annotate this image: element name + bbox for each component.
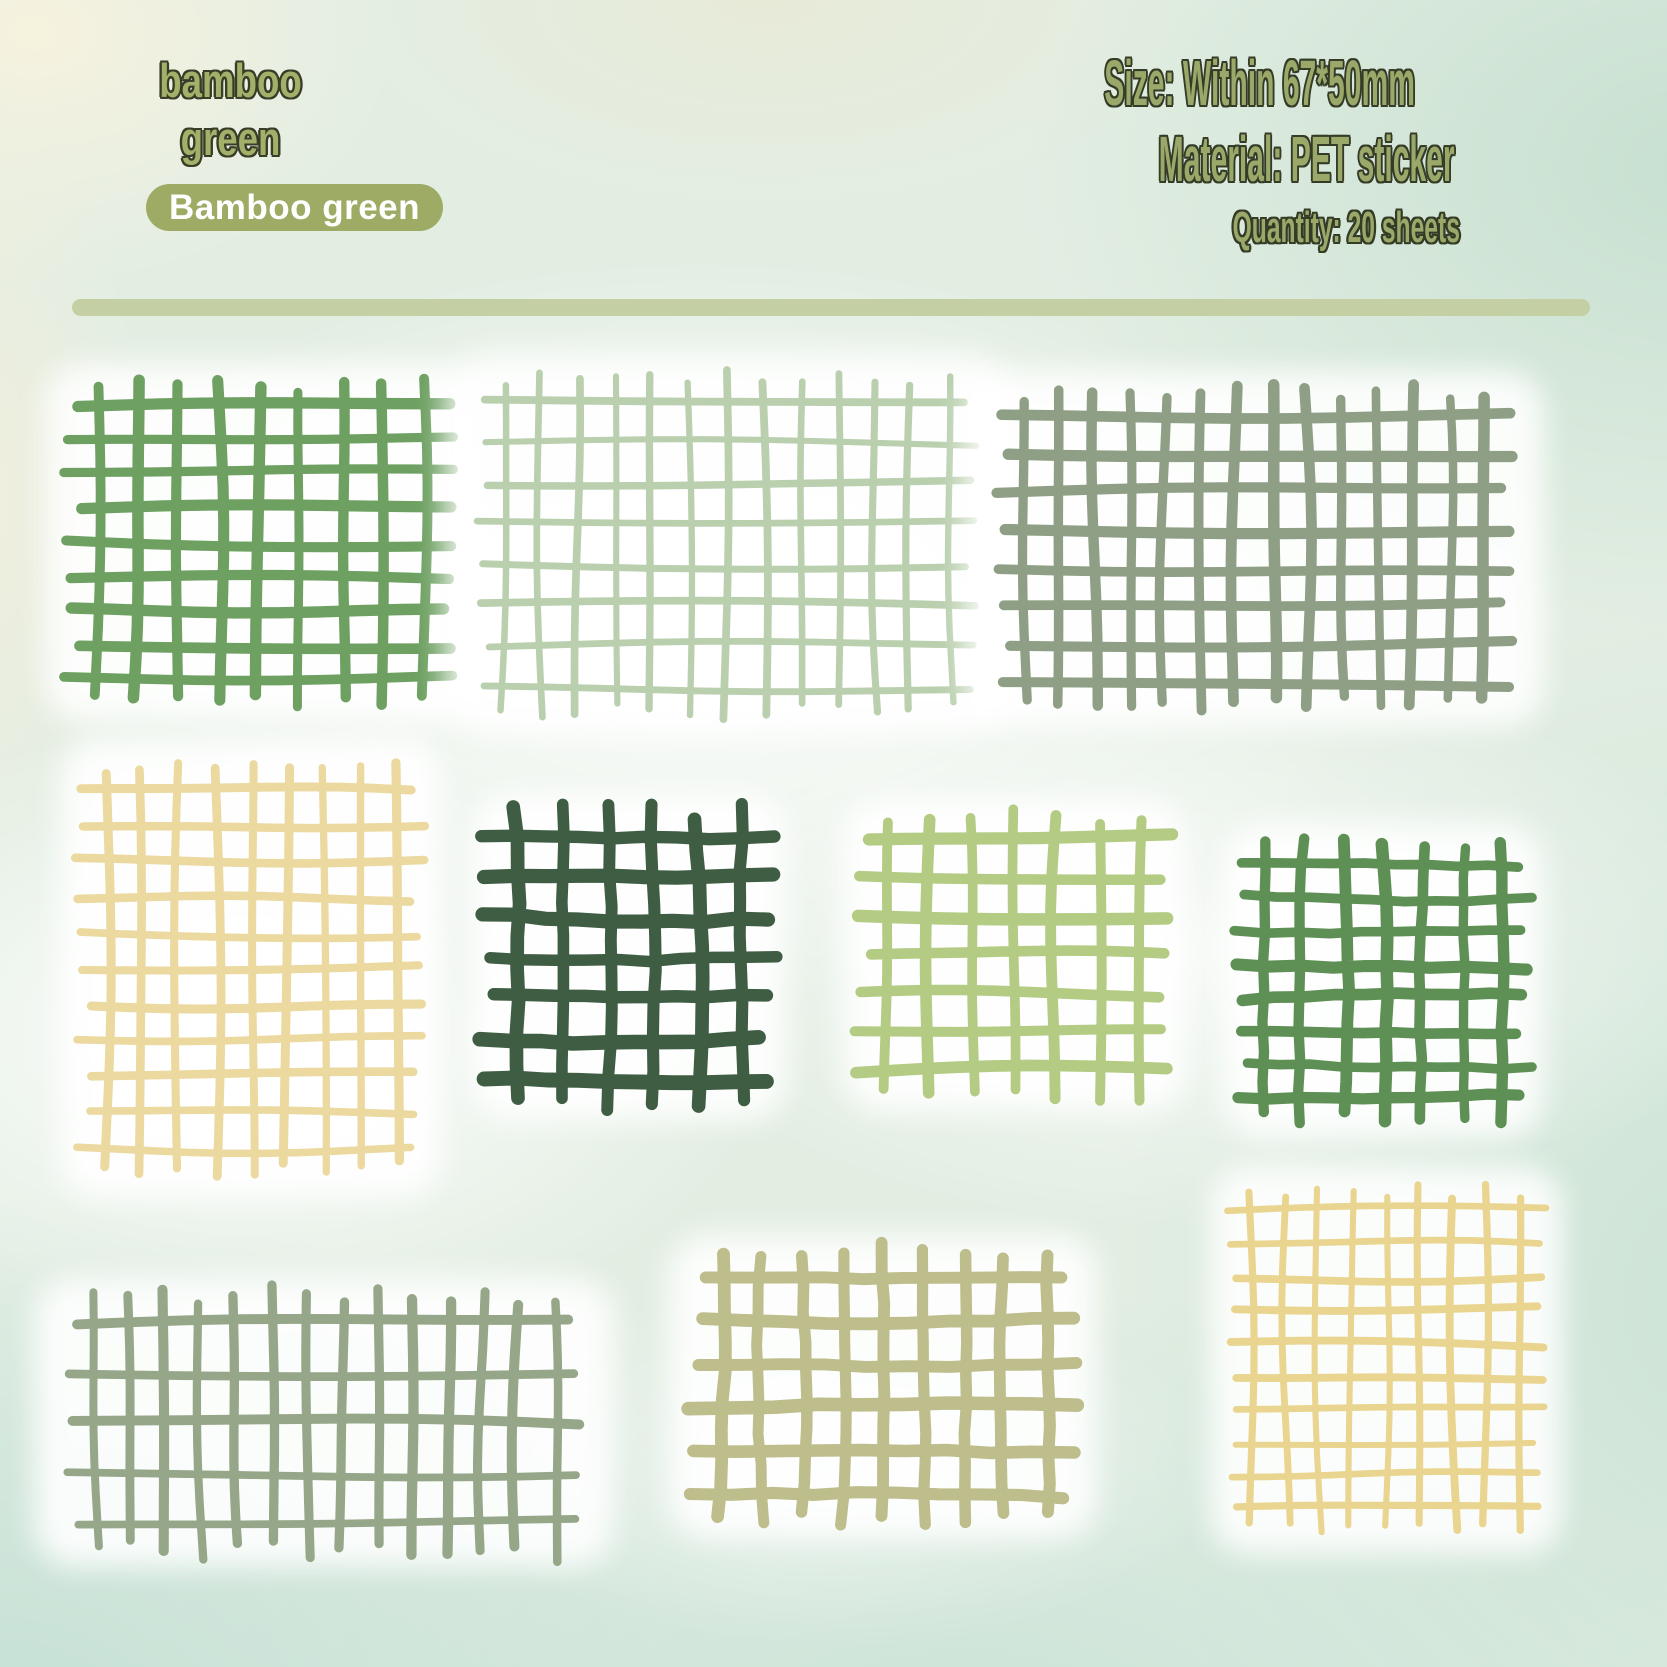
grid-line	[906, 385, 910, 709]
grid-line	[1002, 413, 1511, 418]
grid-line	[1298, 839, 1304, 1124]
grid-line	[1003, 682, 1509, 687]
grid-line	[1051, 816, 1056, 1099]
grid-line	[297, 392, 299, 707]
sticker-grid-pale-yellow	[88, 772, 413, 1164]
grid-line	[1382, 844, 1388, 1121]
grid-line	[1483, 1185, 1489, 1524]
grid-line	[1341, 399, 1345, 696]
grid-line	[197, 1304, 203, 1560]
grid-line	[1199, 393, 1202, 710]
grid-line	[422, 379, 428, 696]
grid-line	[1058, 390, 1059, 704]
grid-line	[1344, 840, 1349, 1112]
spec-material: Material: PET sticker	[1159, 123, 1455, 195]
grid-line	[1023, 402, 1028, 701]
grid-line	[513, 807, 519, 1098]
grid-line	[884, 822, 888, 1089]
grid-line	[1231, 386, 1237, 701]
grid-line	[948, 377, 954, 703]
grid-line	[1159, 398, 1167, 703]
grid-drawing	[437, 333, 1015, 755]
grid-line	[1046, 1256, 1050, 1513]
grid-line	[73, 1419, 580, 1425]
grid-line	[1450, 1199, 1458, 1530]
grid-line	[218, 381, 224, 700]
grid-line	[1130, 393, 1132, 706]
grid-line	[1482, 397, 1485, 698]
grid-line	[997, 487, 1502, 493]
grid-drawing	[652, 1208, 1114, 1566]
grid-line	[360, 766, 361, 1166]
sticker-grid-textured-green	[1247, 848, 1519, 1114]
grid-drawing	[38, 722, 463, 1214]
grid-line	[1238, 1094, 1519, 1099]
sticker-grid-grey-sage	[1008, 398, 1500, 700]
grid-line	[1249, 1192, 1254, 1523]
grid-drawing	[1197, 798, 1569, 1164]
grid-line	[757, 1256, 764, 1522]
grid-line	[1262, 841, 1265, 1112]
divider-line	[72, 299, 1590, 316]
sticker-grid-wide-sage	[78, 1300, 570, 1545]
grid-line	[484, 875, 773, 878]
grid-line	[802, 1256, 807, 1512]
grid-line	[855, 1029, 1161, 1032]
grid-line	[255, 387, 261, 695]
grid-line	[1234, 930, 1520, 934]
grid-line	[964, 1255, 967, 1523]
grid-line	[494, 994, 767, 997]
grid-line	[1519, 1198, 1521, 1530]
grid-line	[926, 820, 930, 1093]
grid-line	[252, 764, 255, 1175]
grid-line	[69, 1374, 574, 1377]
sticker-grid-olive-khaki	[702, 1258, 1064, 1516]
grid-line	[95, 387, 101, 695]
grid-line	[77, 1319, 568, 1325]
grid-line	[1013, 809, 1016, 1089]
grid-line	[1241, 1031, 1516, 1034]
grid-line	[1385, 1197, 1390, 1526]
grid-line	[998, 569, 1509, 572]
grid-drawing	[28, 1250, 620, 1595]
grid-line	[1008, 454, 1512, 456]
spec-quantity: Quantity: 20 sheets	[1232, 203, 1460, 252]
grid-line	[651, 805, 656, 1104]
grid-line	[133, 380, 139, 698]
grid-line	[78, 1519, 575, 1525]
grid-line	[448, 1302, 452, 1554]
grid-line	[339, 1302, 345, 1548]
grid-line	[688, 383, 692, 715]
grid-line	[1448, 399, 1453, 699]
grid-line	[537, 373, 543, 717]
grid-line	[490, 957, 777, 962]
sticker-grid-light-yellow	[1237, 1196, 1535, 1524]
grid-line	[555, 1302, 558, 1562]
grid-line	[67, 1472, 576, 1477]
grid-line	[1005, 530, 1509, 534]
grid-line	[1004, 602, 1501, 606]
grid-line	[971, 818, 975, 1092]
grid-line	[381, 384, 384, 705]
grid-line	[1376, 391, 1381, 706]
grid-line	[562, 804, 564, 1098]
grid-line	[872, 382, 878, 712]
grid-drawing	[445, 768, 813, 1146]
grid-line	[695, 819, 703, 1106]
sticker-grid-medium-green	[78, 390, 440, 695]
grid-line	[1139, 820, 1142, 1100]
grid-line	[1500, 843, 1504, 1123]
grid-line	[800, 382, 802, 704]
color-name-line2: green	[180, 112, 281, 165]
grid-line	[378, 1289, 380, 1544]
color-badge	[146, 184, 443, 231]
grid-drawing	[28, 340, 490, 745]
grid-line	[839, 374, 841, 705]
grid-line	[1274, 385, 1277, 698]
grid-line	[762, 382, 768, 714]
grid-line	[176, 384, 178, 696]
color-name-title	[135, 52, 326, 168]
grid-line	[128, 1295, 131, 1540]
grid-line	[489, 641, 973, 647]
grid-line	[882, 1243, 885, 1516]
grid-line	[174, 763, 178, 1168]
grid-line	[649, 375, 650, 709]
sticker-grid-yellow-green	[868, 822, 1160, 1088]
color-name-line1: bamboo	[159, 54, 302, 107]
grid-line	[1417, 1185, 1420, 1523]
grid-line	[411, 1299, 413, 1555]
grid-line	[841, 1253, 847, 1525]
grid-line	[272, 1285, 275, 1541]
grid-line	[1100, 824, 1102, 1101]
sticker-grid-pale-sage	[487, 383, 965, 705]
grid-line	[481, 836, 774, 840]
grid-drawing	[958, 348, 1550, 750]
color-badge-label: Bamboo green	[168, 187, 421, 227]
grid-line	[1010, 641, 1512, 648]
grid-line	[484, 1078, 766, 1083]
grid-line	[740, 804, 744, 1100]
grid-line	[575, 379, 581, 714]
grid-drawing	[1187, 1146, 1585, 1574]
grid-line	[163, 1290, 165, 1551]
grid-line	[306, 1294, 310, 1558]
grid-line	[1091, 393, 1097, 706]
grid-line	[1305, 388, 1312, 706]
spec-size: Size: Within 67*50mm	[1104, 47, 1415, 119]
sticker-grid-dark-forest	[495, 818, 763, 1096]
grid-line	[139, 770, 142, 1174]
grid-line	[322, 768, 326, 1173]
grid-line	[922, 1250, 925, 1525]
grid-line	[1409, 385, 1413, 705]
grid-line	[396, 763, 400, 1161]
grid-line	[501, 385, 507, 710]
grid-line	[1463, 848, 1465, 1118]
grid-drawing	[818, 772, 1210, 1138]
grid-line	[869, 834, 1172, 839]
grid-line	[718, 1254, 726, 1516]
grid-line	[723, 370, 728, 719]
grid-line	[607, 805, 612, 1110]
grid-line	[1419, 847, 1425, 1120]
grid-line	[343, 382, 346, 697]
grid-line	[233, 1296, 238, 1544]
grid-line	[1000, 1258, 1004, 1513]
grid-line	[616, 376, 617, 703]
